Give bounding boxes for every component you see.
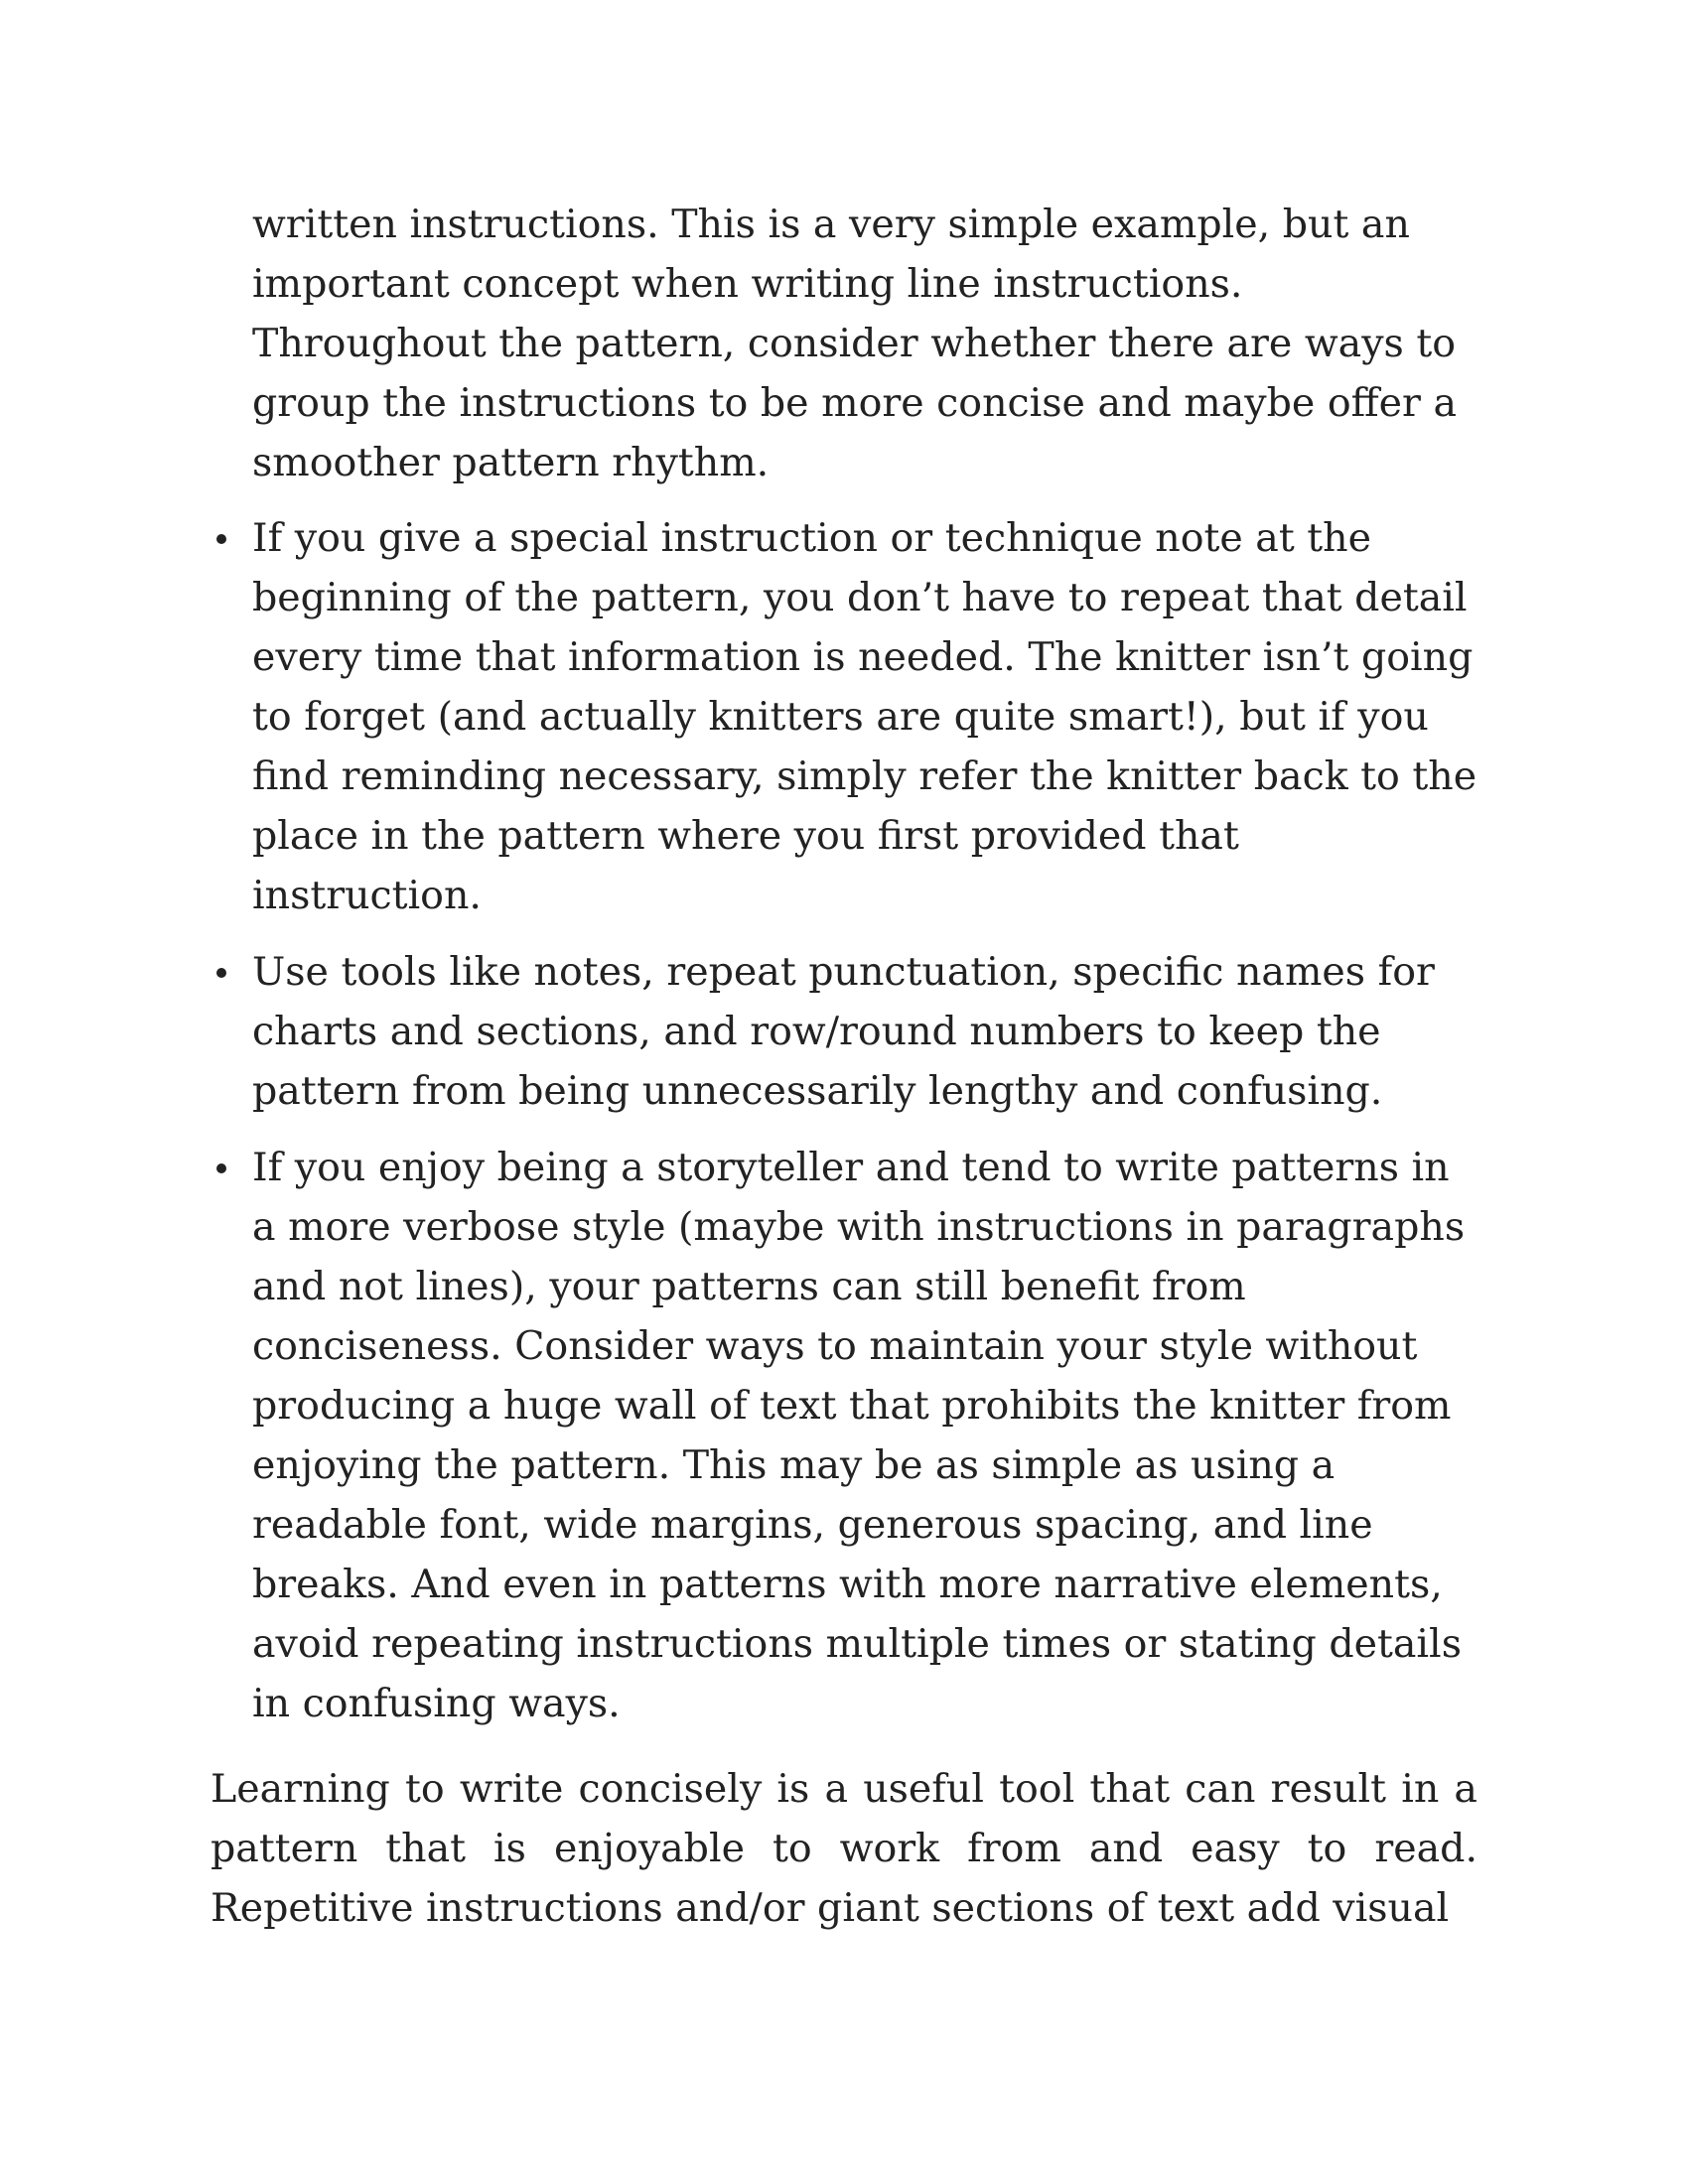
bullet-icon (216, 1163, 226, 1173)
page-content (211, 195, 1477, 1938)
list-item-text: If you enjoy being a storyteller and tend to write patterns in a more verbose style (maybe with instructions in paragraphs and not lines), your patterns can still benefit from conciseness. Consider ways to maintain your style without producing a huge wall of text that prohibits the knitter from enjoying the pattern. This may be as simple as using a readable font, wide margins, generous spacing, and line breaks. And even in patterns with more narrative elements, avoid repeating instructions multiple times or stating details in confusing ways. (252, 1145, 1466, 1726)
bullet-list (211, 508, 1477, 1733)
bullet-icon (216, 534, 226, 544)
bullet-icon (216, 968, 226, 978)
list-item-text: If you give a special instruction or technique note at the beginning of the pattern, you don’t have to repeat that detail every time that information is needed. The knitter isn’t going to forget (and actually knitters are quite smart!), but if you find reminding necessary, simply refer the knitter back to the place in the pattern where you first provided that instruction. (252, 515, 1477, 918)
continued-paragraph: written instructions. This is a very simple example, but an important concept when writing line instructions. Throughout the pattern, consider whether there are ways to group the instructions to be more concise and maybe offer a smoother pattern rhythm. (252, 202, 1458, 485)
list-item (211, 942, 1477, 1121)
list-item-text: Use tools like notes, repeat punctuation, specific names for charts and sections, and row/round numbers to keep the pattern from being unnecessarily lengthy and confusing. (252, 949, 1435, 1114)
list-item (211, 1138, 1477, 1733)
list-item (211, 508, 1477, 925)
closing-paragraph: Learning to write concisely is a useful tool that can result in a pattern that is enjoyable to work from and easy to read. Repetitive instructions and/or giant sections of text add visual (211, 1766, 1477, 1931)
